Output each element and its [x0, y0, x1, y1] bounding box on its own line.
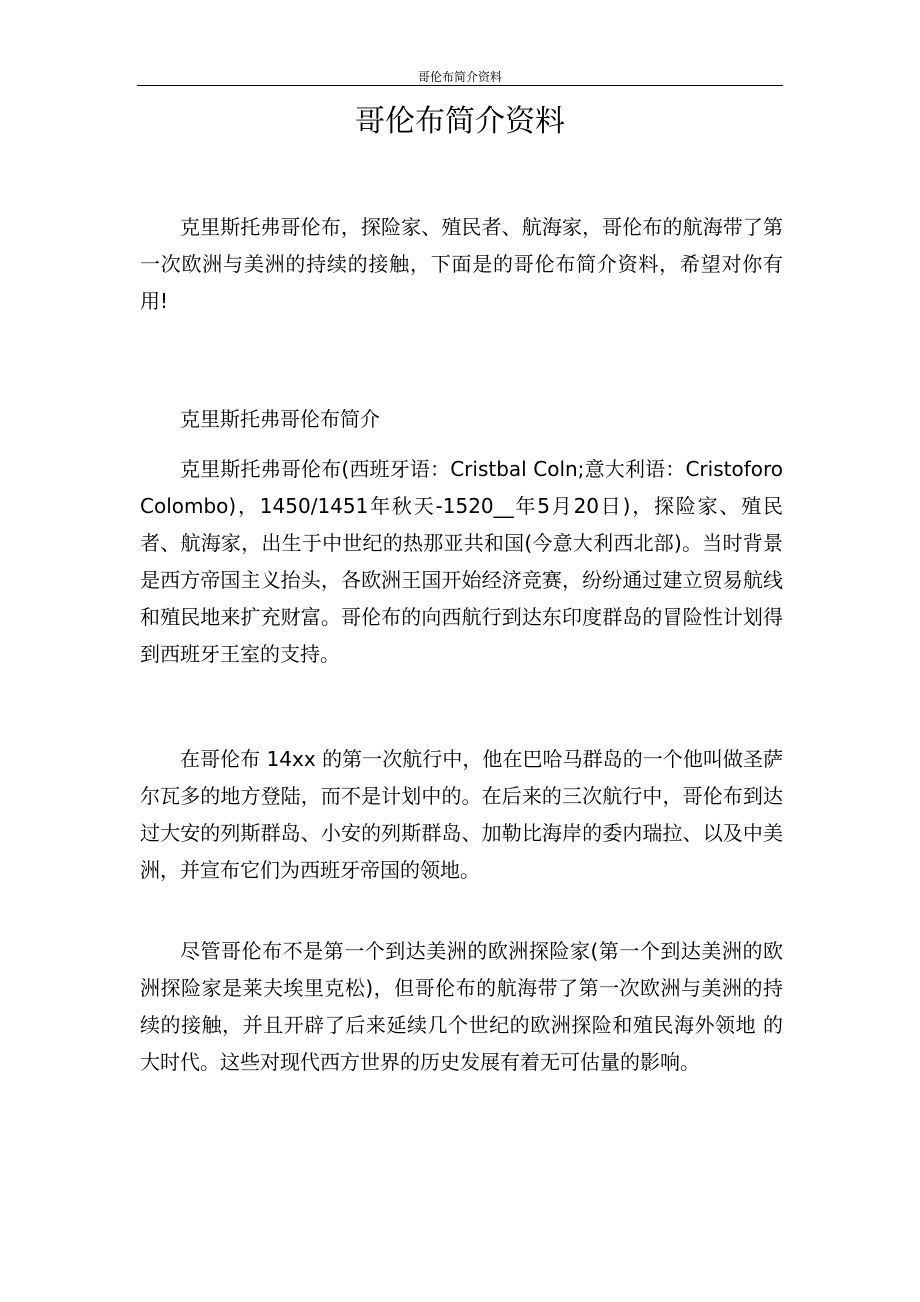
body-paragraph: 克里斯托弗哥伦布(西班牙语：Cristbal Coln;意大利语：Cristoforo Colombo)，1450/1451年秋天-1520__年5月20日)，探险家、殖民者、航海家，出生于中世纪的热那亚共和国(今意大利西北部)。当时背景是西方帝国主义抬头，各欧洲王国开始经济竞赛，纷纷通过建立贸易航线和殖民地来扩充财富。哥伦布的向西航行到达东印度群岛的冒险性计划得到西班牙王室的支持。 [140, 457, 783, 666]
document-title: 哥伦布简介资料 [355, 104, 565, 139]
section-heading: 克里斯托弗哥伦布简介 [180, 407, 380, 431]
body-paragraph: 在哥伦布 14xx 的第一次航行中，他在巴哈马群岛的一个他叫做圣萨尔瓦多的地方登陆，而不是计划中的。在后来的三次航行中，哥伦布到达过大安的列斯群岛、小安的列斯群岛、加勒比海岸的委内瑞拉、以及中美洲，并宣布它们为西班牙帝国的领地。 [140, 747, 783, 882]
body-paragraph: 尽管哥伦布不是第一个到达美洲的欧洲探险家(第一个到达美洲的欧洲探险家是莱夫埃里克松)，但哥伦布的航海带了第一次欧洲与美洲的持续的接触，并且开辟了后来延续几个世纪的欧洲探险和殖民海外领地 的大时代。这些对现代西方世界的历史发展有着无可估量的影响。 [140, 939, 783, 1074]
intro-paragraph: 克里斯托弗哥伦布，探险家、殖民者、航海家，哥伦布的航海带了第一次欧洲与美洲的持续的接触，下面是的哥伦布简介资料，希望对你有用! [140, 215, 783, 313]
running-header: 哥伦布简介资料 [417, 70, 502, 84]
header-divider [137, 85, 783, 86]
